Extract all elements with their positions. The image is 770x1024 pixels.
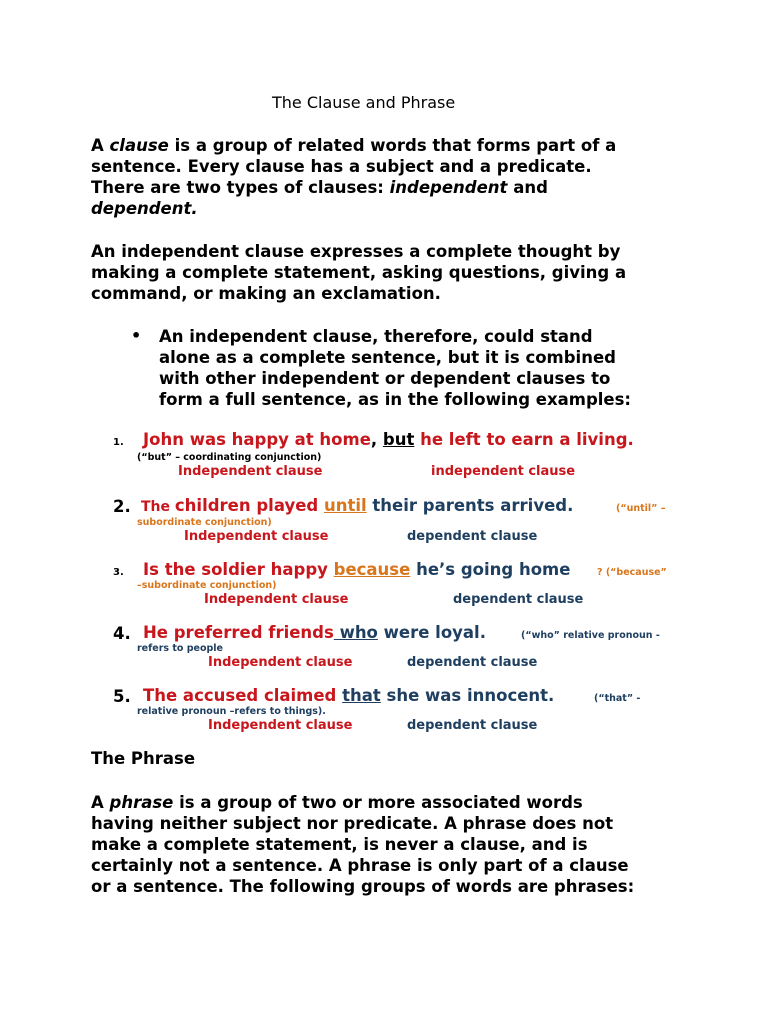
text: who [333, 623, 378, 642]
example-sentence [143, 560, 570, 579]
text: Is the soldier happy [143, 560, 334, 579]
text: form a full sentence, as in the following examples: [159, 390, 632, 409]
bullet-icon: • [131, 326, 142, 345]
text: is a group of two or more associated words [173, 793, 583, 812]
example-note: (“but” – coordinating conjunction) [137, 452, 322, 463]
example-note: (“until” – [616, 503, 666, 514]
text: children played [174, 496, 324, 515]
text: alone as a complete sentence, but it is combined [159, 348, 616, 367]
example-number: 3. [113, 567, 124, 578]
independent-term: independent [389, 178, 508, 197]
example-note: ? (“because” [597, 567, 667, 578]
text: He preferred friends [143, 623, 334, 642]
text: that [342, 686, 381, 705]
example-number: 4. [113, 624, 131, 643]
clause-term: clause [109, 136, 169, 155]
independent-clause-paragraph [91, 241, 626, 304]
text: The accused claimed [143, 686, 343, 705]
example-sentence [141, 496, 573, 515]
example-note: refers to people [137, 643, 223, 654]
phrase-term: phrase [109, 793, 174, 812]
example-note: (“that” - [594, 693, 641, 704]
text: An independent clause, therefore, could stand [159, 327, 593, 346]
text: because [333, 560, 411, 579]
text: The [141, 499, 175, 515]
example-note: subordinate conjunction) [137, 517, 272, 528]
example-number: 5. [113, 687, 131, 706]
example-sentence [143, 430, 634, 449]
text: An independent clause expresses a complete thought by [91, 242, 621, 261]
text: sentence. Every clause has a subject and a predicate. [91, 157, 592, 176]
text: their parents arrived. [366, 496, 574, 515]
clause-label: dependent clause [407, 655, 538, 670]
text: having neither subject nor predicate. A phrase does not [91, 814, 614, 833]
example-sentence [143, 686, 554, 705]
example-note: –subordinate conjunction) [137, 580, 277, 591]
dependent-term: dependent. [91, 199, 198, 218]
example-note: (“who” relative pronoun - [521, 630, 660, 641]
text: with other independent or dependent clauses to [159, 369, 611, 388]
text: but [382, 430, 415, 449]
clause-definition-paragraph [91, 135, 616, 219]
text: make a complete statement, is never a clause, and is [91, 835, 588, 854]
text: making a complete statement, asking questions, giving a [91, 263, 627, 282]
section-heading: The Phrase [91, 749, 196, 768]
page-title: The Clause and Phrase [272, 93, 456, 112]
text: were loyal. [377, 623, 486, 642]
text: or a sentence. The following groups of words are phrases: [91, 877, 635, 896]
text: certainly not a sentence. A phrase is only part of a clause [91, 856, 629, 875]
example-sentence [143, 623, 486, 642]
text: she was innocent. [380, 686, 555, 705]
example-note: relative pronoun –refers to things). [137, 706, 326, 717]
text: A [91, 793, 110, 812]
clause-label: Independent clause [204, 592, 349, 607]
clause-label: dependent clause [407, 718, 538, 733]
text: A [91, 136, 110, 155]
text: John was happy at home [143, 430, 371, 449]
example-number: 1. [113, 437, 124, 448]
clause-label: Independent clause [208, 655, 353, 670]
example-number: 2. [113, 497, 131, 516]
text: and [507, 178, 548, 197]
text: is a group of related words that forms part of a [168, 136, 617, 155]
text: There are two types of clauses: [91, 178, 390, 197]
text: until [323, 496, 367, 515]
text: , [370, 430, 383, 449]
phrase-definition-paragraph [91, 792, 634, 897]
clause-label: Independent clause [184, 529, 329, 544]
clause-label: Independent clause [178, 464, 323, 479]
text: he left to earn a living. [414, 430, 634, 449]
bullet-paragraph [159, 326, 631, 410]
clause-label: dependent clause [407, 529, 538, 544]
clause-label: Independent clause [208, 718, 353, 733]
clause-label: independent clause [431, 464, 576, 479]
text: command, or making an exclamation. [91, 284, 441, 303]
clause-label: dependent clause [453, 592, 584, 607]
text: he’s going home [410, 560, 571, 579]
